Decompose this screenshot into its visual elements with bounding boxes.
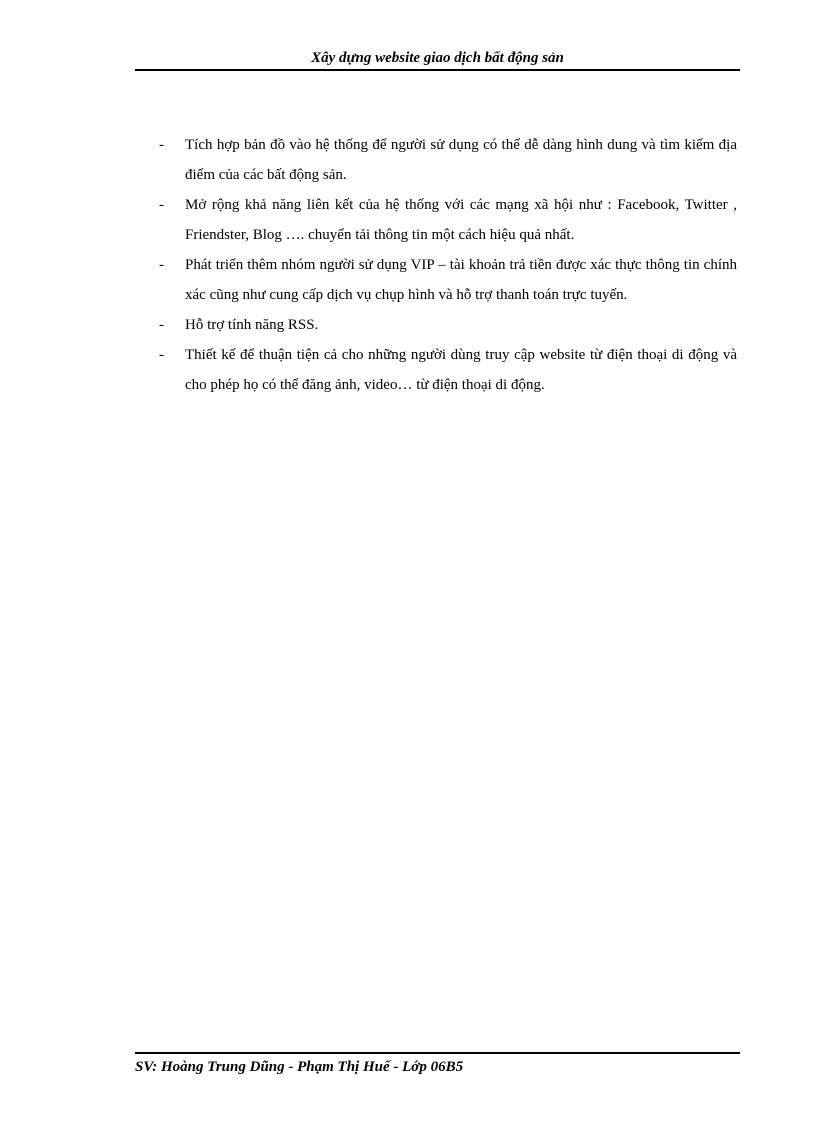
bullet-marker: - [159,347,164,363]
list-item [135,250,737,310]
page-footer-authors: SV: Hoàng Trung Dũng - Phạm Thị Huế - Lớp 06B5 [135,1059,464,1075]
list-item [135,310,737,340]
bullet-marker: - [159,137,164,153]
list-item-text: Thiết kế để thuận tiện cả cho những người dùng truy cập website từ điện thoại di động và cho phép họ có thể đăng ảnh, video… từ điện thoại di động. [185,347,737,393]
bullet-marker: - [159,197,164,213]
list-item [135,340,737,400]
bullet-marker: - [159,317,164,333]
list-item-text: Mở rộng khả năng liên kết của hệ thống với các mạng xã hội như : Facebook, Twitter , Friendster, Blog …. chuyển tải thông tin một cách hiệu quả nhất. [185,197,737,243]
list-item-text: Hỗ trợ tính năng RSS. [185,317,319,333]
footer-divider [135,1052,740,1054]
page-header-title: Xây dựng website giao dịch bất động sản [311,50,564,66]
header-divider [135,69,740,71]
list-item [135,190,737,250]
bullet-marker: - [159,257,164,273]
bullet-list [135,130,737,400]
list-item-text: Tích hợp bản đồ vào hệ thống để người sử dụng có thể dễ dàng hình dung và tìm kiếm địa điểm của các bất động sản. [185,137,737,183]
list-item-text: Phát triển thêm nhóm người sử dụng VIP – tài khoản trả tiền được xác thực thông tin chính xác cũng như cung cấp dịch vụ chụp hình và hỗ trợ thanh toán trực tuyến. [185,257,737,303]
list-item [135,130,737,190]
